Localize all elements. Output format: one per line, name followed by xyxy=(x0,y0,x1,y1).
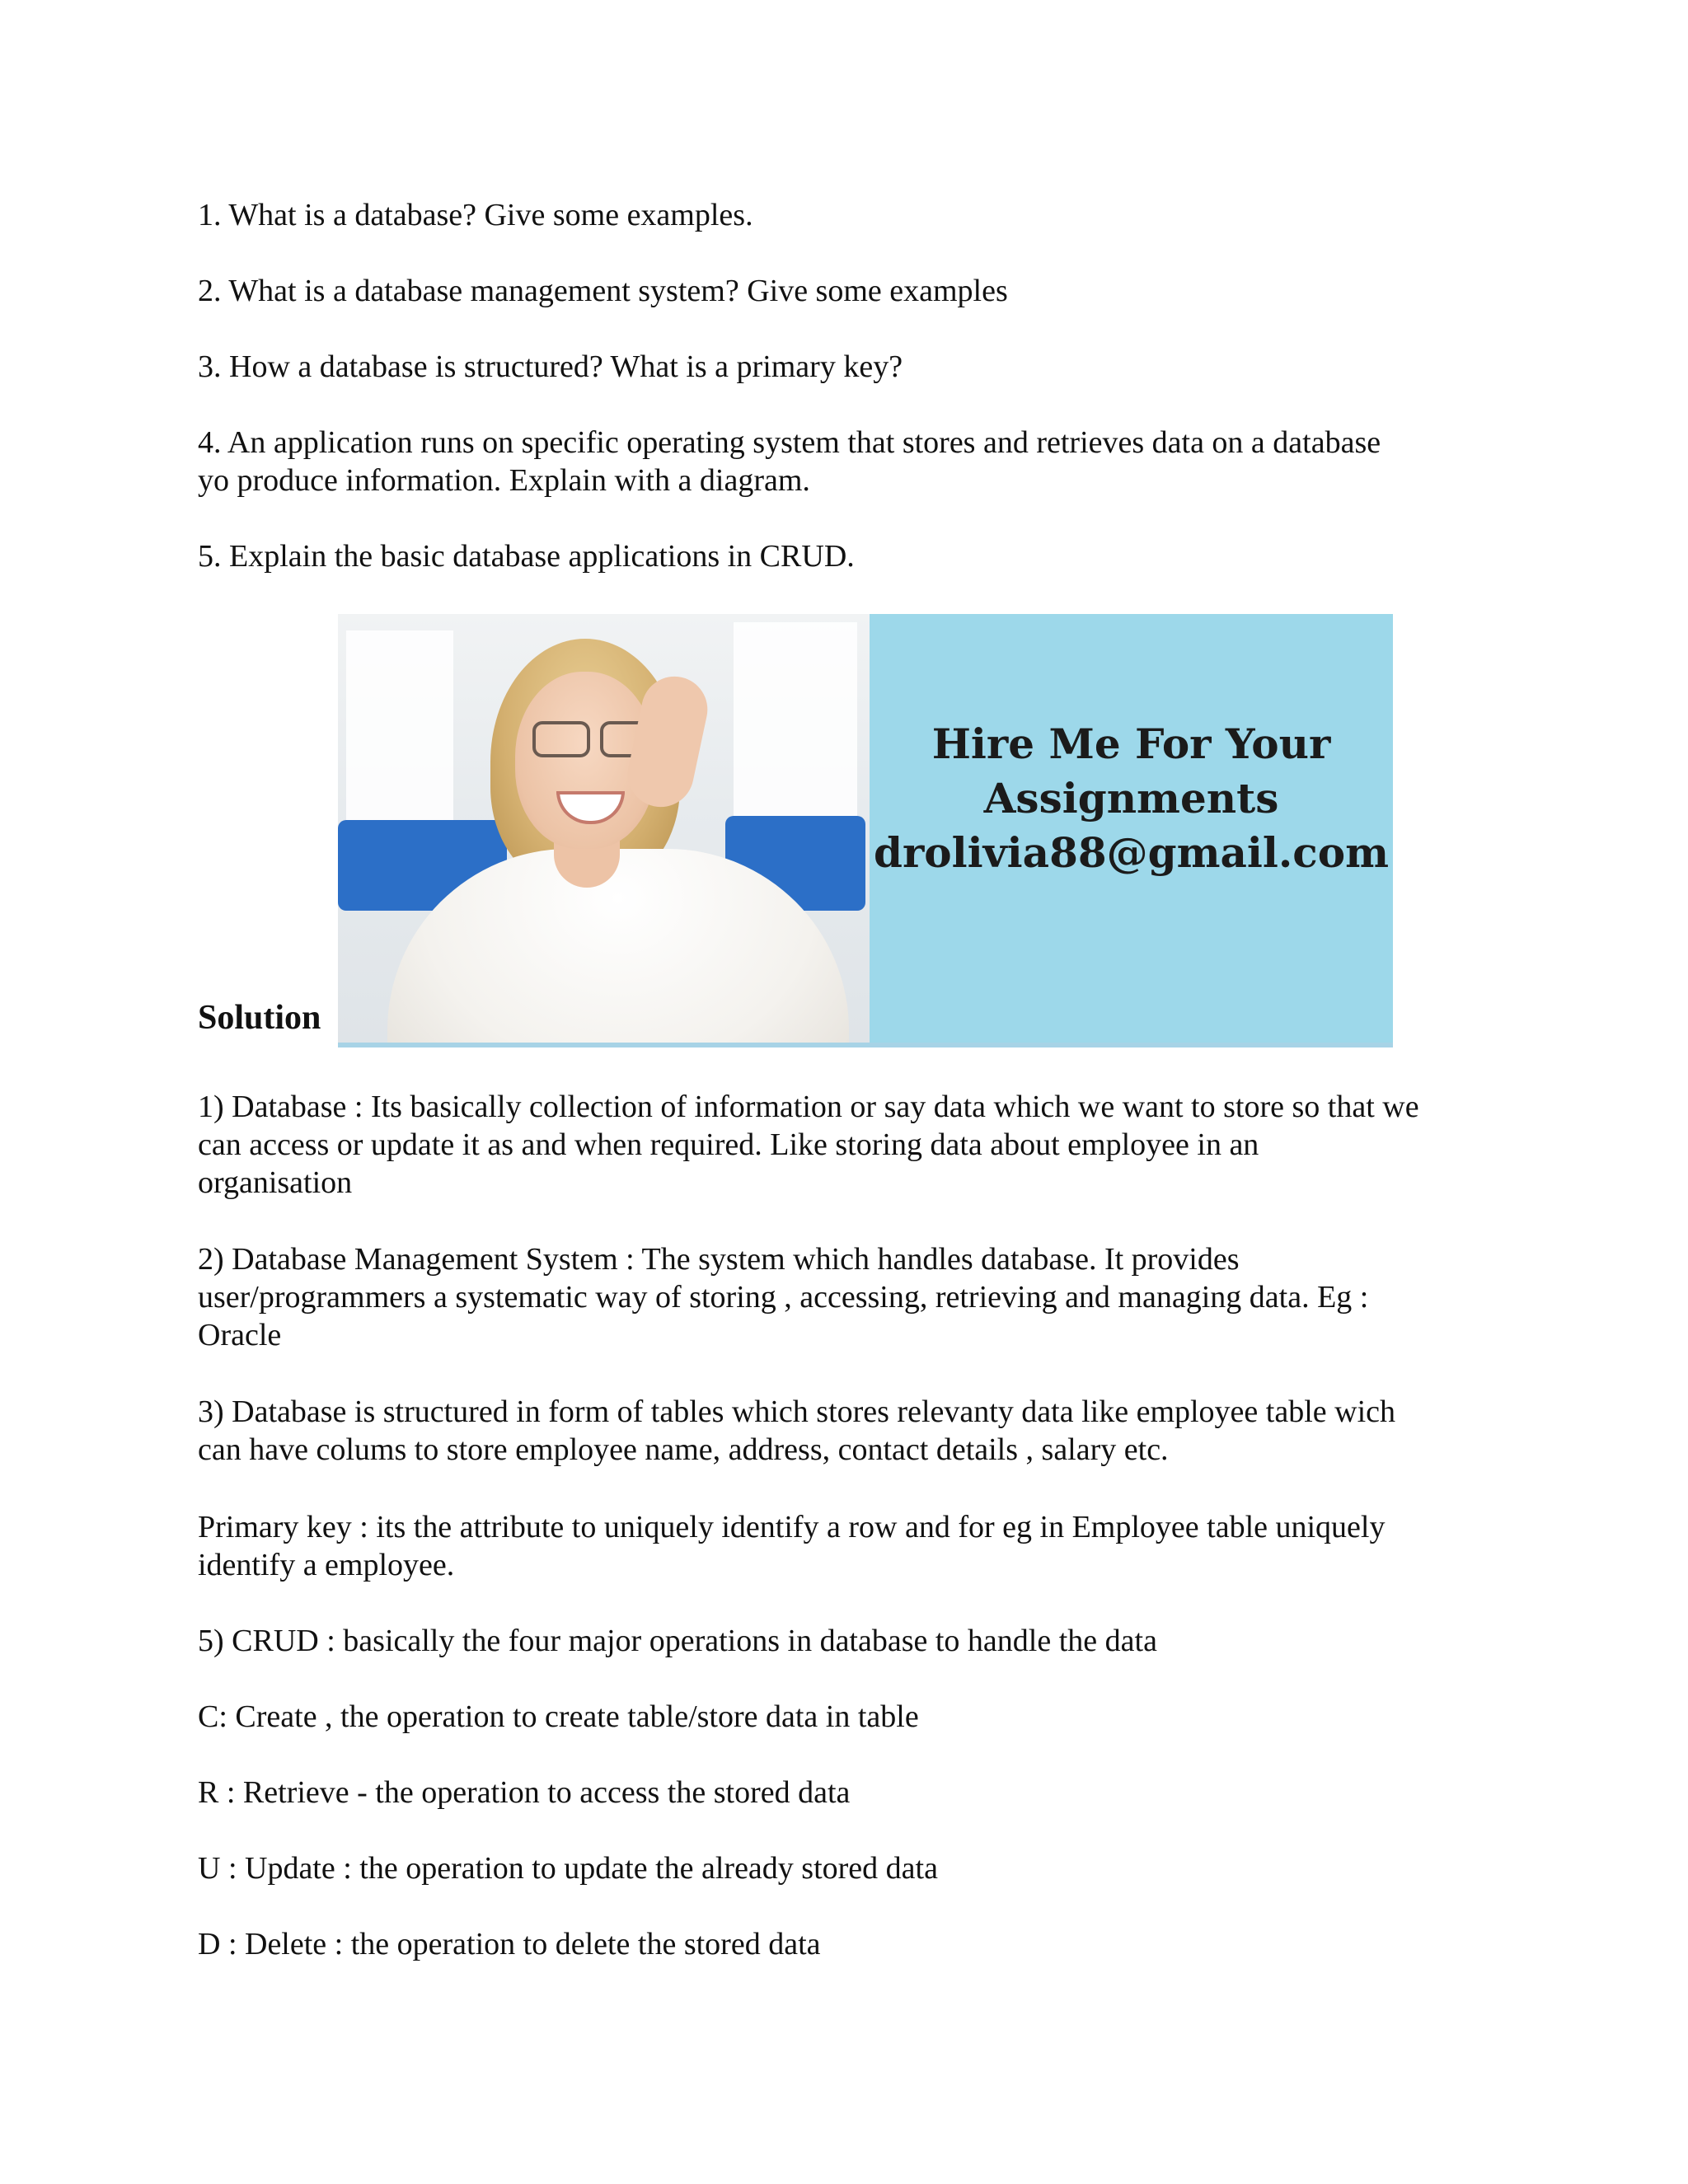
answer-crud-create: C: Create , the operation to create table/store data in table xyxy=(198,1699,919,1734)
answer-crud-update: U : Update : the operation to update the already stored data xyxy=(198,1851,938,1886)
answer-primary-key xyxy=(198,1508,1517,1584)
question-5: 5. Explain the basic database applications in CRUD. xyxy=(198,539,855,574)
advert-text-panel xyxy=(870,614,1393,1043)
answer-3-line-1: 3) Database is structured in form of tables which stores relevanty data like employee table wich xyxy=(198,1394,1395,1429)
advert-banner xyxy=(338,614,1393,1047)
answer-1-line-3: organisation xyxy=(198,1165,353,1200)
answer-crud-retrieve: R : Retrieve - the operation to access the stored data xyxy=(198,1775,851,1810)
advert-line-1: Hire Me For Your xyxy=(931,719,1331,768)
advert-line-2: Assignments xyxy=(983,774,1279,823)
answer-3-line-2: can have colums to store employee name, address, contact details , salary etc. xyxy=(198,1432,1169,1467)
question-2: 2. What is a database management system? Give some examples xyxy=(198,274,1008,308)
question-4 xyxy=(198,424,1517,499)
solution-heading: Solution xyxy=(198,999,321,1037)
answer-2-line-3: Oracle xyxy=(198,1318,282,1352)
answer-2-line-1: 2) Database Management System : The system which handles database. It provides xyxy=(198,1242,1240,1277)
answer-1-line-1: 1) Database : Its basically collection of information or say data which we want to store so that we xyxy=(198,1090,1419,1124)
question-3: 3. How a database is structured? What is a primary key? xyxy=(198,349,903,384)
answer-1-line-2: can access or update it as and when required. Like storing data about employee in an xyxy=(198,1127,1259,1162)
answer-1 xyxy=(198,1088,1517,1202)
question-1: 1. What is a database? Give some examples. xyxy=(198,198,753,232)
advert-email: drolivia88@gmail.com xyxy=(873,828,1390,877)
answer-crud: 5) CRUD : basically the four major operations in database to handle the data xyxy=(198,1624,1157,1658)
answer-primary-key-line-1: Primary key : its the attribute to uniquely identify a row and for eg in Employee table uniquely xyxy=(198,1510,1386,1544)
answer-primary-key-line-2: identify a employee. xyxy=(198,1548,455,1582)
question-4-line-2: yo produce information. Explain with a diagram. xyxy=(198,463,810,498)
answer-2-line-2: user/programmers a systematic way of storing , accessing, retrieving and managing data. Eg : xyxy=(198,1280,1369,1315)
answer-2 xyxy=(198,1240,1517,1354)
woman-with-glasses-photo xyxy=(338,614,870,1043)
answer-crud-delete: D : Delete : the operation to delete the stored data xyxy=(198,1927,821,1961)
question-4-line-1: 4. An application runs on specific operating system that stores and retrieves data on a database xyxy=(198,425,1381,460)
answer-3 xyxy=(198,1393,1517,1469)
